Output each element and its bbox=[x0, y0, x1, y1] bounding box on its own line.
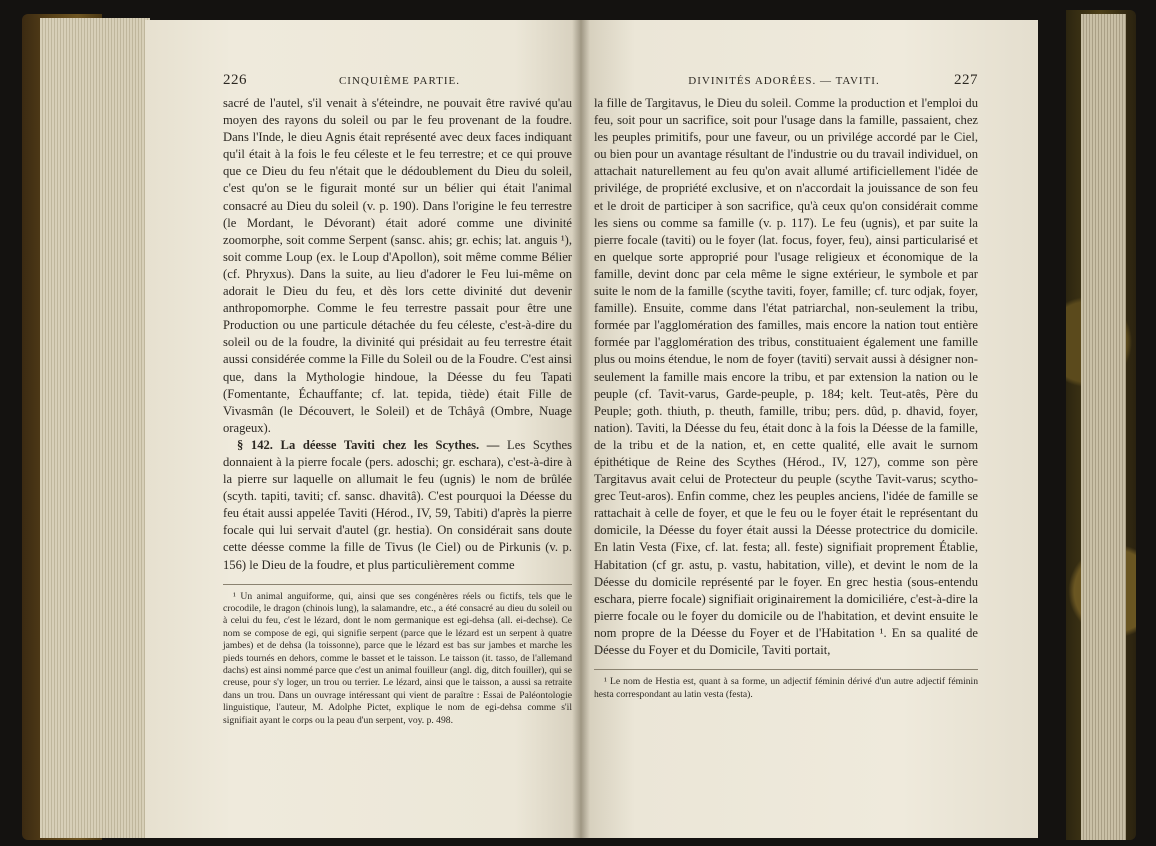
page-edges-left bbox=[40, 18, 150, 838]
left-paragraph-1: sacré de l'autel, s'il venait à s'éteindre, ne pouvait être ravivé qu'au moyen des rayons du soleil ou par le feu provenant de la foudre. Dans l'Inde, le dieu Agnis était représenté avec deux faces indiquant qu'il était à la fois le feu céleste et le feu terrestre; et ce qui prouve que ce Dieu du feu n'était que le dédoublement du Dieu du soleil, c'est qu'on se le figurait monté sur un bélier qui était l'animal consacré au Dieu du soleil (v. p. 190). Dans l'origine le feu terrestre (le Mordant, le Dévorant) était adoré comme une divinité zoomorphe, soit comme Serpent (sansc. ahis; gr. echis; lat. anguis ¹), soit comme Loup (ex. le Loup d'Apollon), soit même comme Bélier (cf. Phryxus). Dans la suite, au lieu d'adorer le Feu lui-même on adorait le Dieu du feu, et dès lors cette divinité dut devenir anthropomorphe. Comme le feu terrestre passait pour être une Production ou une particule détachée du feu céleste, c'est-à-dire du soleil ou de la foudre, la divinité qui présidait au feu terrestre était aussi considérée comme la Fille du Soleil ou de la Foudre. C'est ainsi que, dans la Mythologie hindoue, la Déesse du feu Tapati (Fomentante, Échauffante; cf. lat. tepida, tiède) était Fille de Vivasmân (le Découvert, le Soleil) et de Tchâyâ (Ombre, Nuage orageux). bbox=[223, 96, 572, 435]
right-body-text bbox=[594, 95, 978, 659]
right-paragraph-1: la fille de Targitavus, le Dieu du soleil. Comme la production et l'emploi du feu, soit pour un sacrifice, soit pour l'usage dans la famille, passaient, chez les peuples primitifs, pour une faveur, ou un privilége accordé par le Ciel, ou bien pour un avantage résultant de l'industrie ou du travail individuel, on attachait naturellement au feu qu'on avait allumé artificiellement l'idée de privilége, de propriété exclusive, et on n'accordait la jouissance de son feu et le droit de participer à son sacrifice, qu'à ceux qu'on considérait comme les siens ou comme sa famille (v. p. 117). Le feu (ugnis), et par suite la pierre focale (taviti) ou le foyer (lat. focus, foyer, feu), ainsi particularisé et en quelque sorte approprié pour l'usage religieux et économique de la famille, devint donc par cela même le signe extérieur, le symbole et par suite le nom de la famille (scythe taviti, foyer, famille; cf. turc odjak, foyer, famille). Ensuite, comme dans l'état patriarchal, non-seulement la tribu, formée par l'agglomération des familles, mais encore la nation tout entière formée par l'agglomération des tribus, constituaient également une famille plus ou moins étendue, le nom de foyer (taviti) servait aussi à désigner non-seulement la famille mais encore la tribu, et par extension la nation ou le peuple (cf. Tavit-varus, Garde-peuple, p. 184; kelt. Teut-atês, Père du Peuple; goth. thiuth, p. theuth, famille, tribu; pers. dûd, p. dhavid, foyer, nation). Taviti, la Déesse du feu, était donc à la fois la Déesse de la famille, de la tribu et de la nation, et, en cette qualité, elle avait le surnom épithétique de Reine des Scythes (Hérod., IV, 127), comme son père Targitavus avait celui de Protecteur du peuple (scythe Tavit-varus; scytho-grec Teut-aros). Enfin comme, chez les peuples anciens, l'idée de famille se rattachait à celle de foyer, et que le feu ou le foyer était le représentant du domicile, la Déesse du foyer était aussi la Déesse protectrice du domicile. En latin Vesta (Fixe, cf. lat. festa; all. feste) signifiait proprement Établie, Habitation (cf gr. astu, p. vastu, habitation, ville), et devint le nom de la Déesse du domicile représenté par le foyer. En grec hestia (sous-entendu eschara, pierre focale) signifiait originairement la domiciliére, c'est-à-dire la pierre focale ou le foyer du domicile ou de l'habitation, et devint ensuite le nom propre de la Déesse du Foyer et de l'Habitation ¹. En sa qualité de Déesse du Foyer et du Domicile, Taviti portait, bbox=[594, 96, 978, 657]
book-gutter bbox=[572, 20, 590, 838]
left-page bbox=[145, 20, 580, 838]
left-running-head bbox=[223, 72, 572, 89]
section-heading: § 142. La déesse Taviti chez les Scythes. — bbox=[237, 437, 500, 452]
section-text: Les Scythes donnaient à la pierre focale (pers. adoschi; gr. eschara), c'est-à-dire à la pierre sur laquelle on allumait le feu (ugnis) le nom de brûlée (scyth. tapiti, taviti; cf. sansc. dhavitâ). C'est pourquoi la Déesse du feu était aussi appelée Taviti (Hérod., IV, 59, Tabiti) d'après la pierre focale qui lui servait d'autel (gr. hestia). On considérait sans doute cette déesse comme la fille de Tivus (le Ciel) ou de Pirkunis (v. p. 156) le Dieu de la foudre, et plus particulièrement comme bbox=[223, 437, 573, 572]
right-page bbox=[580, 20, 1038, 838]
left-page-number: 226 bbox=[223, 72, 247, 88]
page-edges-right bbox=[1081, 14, 1126, 840]
right-running-head bbox=[594, 72, 978, 89]
right-footnotes bbox=[594, 669, 978, 701]
right-running-title: DIVINITÉS ADORÉES. — TAVITI. bbox=[688, 75, 880, 87]
left-footnotes bbox=[223, 584, 572, 727]
left-footnote-1: ¹ Un animal anguiforme, qui, ainsi que ses congénères réels ou fictifs, tels que le crocodile, le dragon (chinois lung), la salamandre, etc., a été consacré au dieu du soleil ou à celui du feu, c'est le lézard, dont le nom germanique est egi-dehsa (all. ei-dechse). Ce nom se compose de egi, qui signifie serpent (parce que le lézard est un serpent à quatre jambes) et de dehsa (la toissonne), parce que le lézard est bas sur jambes et marche les pieds tournés en dehors, comme le basset et le taisson. Le taisson (it. tasso, de l'allemand dachs) est ainsi nommé parce que c'est un animal fouilleur (angl. dig, ditch fouiller), qui se creuse, pour s'y loger, un trou ou terrier. Le lézard, ainsi que le taisson, a aussi sa retraite dans un trou. Dans un ouvrage intéressant qui vient de paraître : Essai de Paléontologie linguistique, l'auteur, M. Adolphe Pictet, explique le nom de egi-dehsa comme s'il signifiait ayant le corps ou la peau d'un serpent, voy. p. 498. bbox=[223, 590, 572, 726]
right-page-number: 227 bbox=[954, 72, 978, 88]
left-running-title: CINQUIÈME PARTIE. bbox=[338, 75, 461, 87]
right-footnote-1: ¹ Le nom de Hestia est, quant à sa forme, un adjectif féminin dérivé d'un autre adjectif féminin hesta correspondant au latin vesta (festa). bbox=[594, 676, 978, 700]
left-body-text bbox=[223, 95, 572, 574]
left-section-paragraph bbox=[223, 437, 572, 574]
